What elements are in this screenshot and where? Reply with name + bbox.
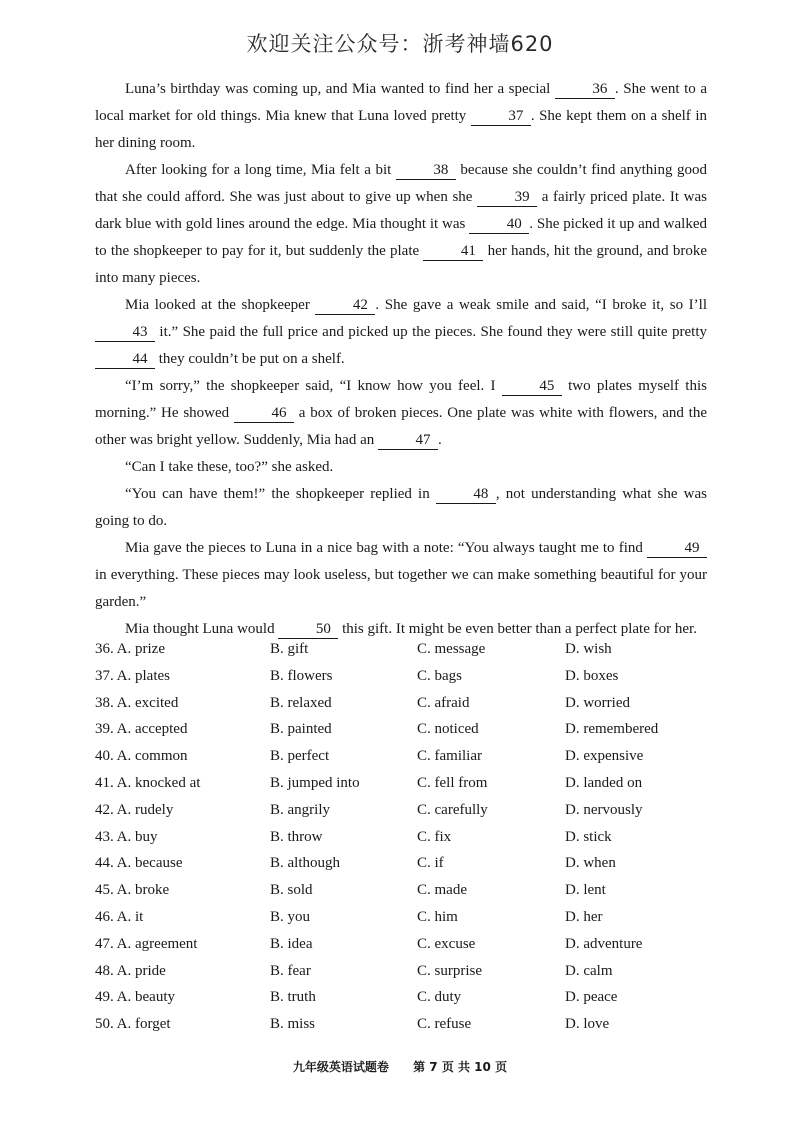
paragraph-1: Luna’s birthday was coming up, and Mia wanted to find her a special 36 . She went to a local market for old things. Mia knew that Luna loved pretty 37 . She kept them on a shelf in her dining room. [95, 81, 707, 151]
option-c: C. carefully [417, 801, 488, 818]
option-c: C. duty [417, 989, 462, 1006]
option-a: 47. A. agreement [95, 935, 198, 952]
option-c: C. bags [417, 667, 462, 684]
blank-39: 39 [477, 188, 537, 207]
option-b: B. painted [270, 721, 332, 738]
paragraph-4: “I’m sorry,” the shopkeeper said, “I know how you feel. I 45 two plates myself this morning.” He showed 46 a box of broken pieces. One plate was white with flowers, and the other was bright yellow. Suddenly, Mia had an 47 . [95, 378, 707, 448]
option-row [95, 989, 735, 1016]
option-d: D. adventure [565, 935, 643, 952]
option-c: C. excuse [417, 935, 476, 952]
blank-43: 43 [95, 323, 155, 342]
option-row [95, 1016, 735, 1043]
option-c: C. familiar [417, 748, 482, 765]
blank-48: 48 [436, 485, 496, 504]
option-row [95, 909, 735, 936]
option-row [95, 775, 735, 802]
blank-37: 37 [471, 107, 531, 126]
blank-47: 47 [378, 431, 438, 450]
option-b: B. although [270, 855, 340, 872]
option-c: C. noticed [417, 721, 479, 738]
option-b: B. idea [270, 935, 313, 952]
blank-45: 45 [502, 377, 562, 396]
option-d: D. stick [565, 828, 612, 845]
option-a: 38. A. excited [95, 694, 179, 711]
page-number: 第 7 页 共 10 页 [413, 1060, 508, 1074]
option-d: D. nervously [565, 801, 643, 818]
option-a: 45. A. broke [95, 882, 170, 899]
option-c: C. fell from [417, 774, 488, 791]
option-a: 48. A. pride [95, 962, 166, 979]
option-b: B. truth [270, 989, 316, 1006]
blank-41: 41 [423, 242, 483, 261]
option-d: D. love [565, 1016, 610, 1033]
blank-42: 42 [315, 296, 375, 315]
option-row [95, 963, 735, 990]
blank-44: 44 [95, 350, 155, 369]
option-d: D. wish [565, 641, 612, 657]
option-c: C. made [417, 882, 467, 899]
option-d: D. when [565, 855, 616, 872]
option-a: 36. A. prize [95, 641, 165, 657]
option-b: B. gift [270, 641, 309, 657]
option-row [95, 748, 735, 775]
option-d: D. landed on [565, 774, 643, 791]
option-d: D. lent [565, 882, 606, 899]
paragraph-3: Mia looked at the shopkeeper 42 . She gave a weak smile and said, “I broke it, so I’ll 43 it.” She paid the full price and picked up the pieces. She found they were still quite pretty 44 they couldn’t be put on a shelf. [95, 292, 707, 373]
option-c: C. message [417, 641, 486, 657]
option-b: B. fear [270, 962, 311, 979]
option-a: 44. A. because [95, 855, 183, 872]
option-d: D. expensive [565, 748, 644, 765]
option-d: D. remembered [565, 721, 659, 738]
option-a: 49. A. beauty [95, 989, 175, 1006]
option-row [95, 721, 735, 748]
option-c: C. if [417, 855, 444, 872]
paragraph-8: Mia thought Luna would 50 this gift. It might be even better than a perfect plate for her. [125, 621, 697, 637]
option-d: D. boxes [565, 667, 619, 684]
option-row [95, 641, 735, 668]
paragraph-5: “Can I take these, too?” she asked. [125, 459, 334, 475]
page-header: 欢迎关注公众号：浙考神墙620 [246, 32, 554, 56]
option-d: D. peace [565, 989, 618, 1006]
option-a: 46. A. it [95, 908, 144, 925]
option-b: B. flowers [270, 667, 333, 684]
option-row [95, 882, 735, 909]
blank-50: 50 [278, 620, 338, 639]
paragraph-6: “You can have them!” the shopkeeper replied in 48 , not understanding what she was going to do. [95, 486, 707, 529]
option-b: B. perfect [270, 748, 330, 765]
option-c: C. afraid [417, 694, 470, 711]
option-b: B. sold [270, 882, 313, 899]
option-b: B. you [270, 908, 311, 925]
option-b: B. jumped into [270, 774, 360, 791]
option-d: D. her [565, 908, 603, 925]
blank-38: 38 [396, 161, 456, 180]
option-row [95, 668, 735, 695]
option-a: 42. A. rudely [95, 801, 174, 818]
blank-36: 36 [555, 80, 615, 99]
option-b: B. miss [270, 1016, 316, 1033]
option-row [95, 855, 735, 882]
option-row [95, 936, 735, 963]
option-b: B. angrily [270, 801, 330, 818]
option-row [95, 802, 735, 829]
option-row [95, 695, 735, 722]
option-a: 40. A. common [95, 748, 188, 765]
option-a: 41. A. knocked at [95, 774, 201, 791]
answer-options [95, 641, 735, 1043]
option-d: D. worried [565, 694, 630, 711]
option-d: D. calm [565, 962, 613, 979]
blank-40: 40 [469, 215, 529, 234]
option-a: 43. A. buy [95, 828, 158, 845]
option-c: C. refuse [417, 1016, 472, 1033]
option-a: 50. A. forget [95, 1016, 171, 1033]
page-footer [0, 1058, 800, 1075]
blank-49: 49 [647, 539, 707, 558]
paragraph-7: Mia gave the pieces to Luna in a nice bag with a note: “You always taught me to find 49 in everything. These pieces may look useless, but together we can make something beautiful for your garden.” [95, 540, 707, 610]
option-c: C. surprise [417, 962, 482, 979]
option-b: B. relaxed [270, 694, 332, 711]
exam-title: 九年级英语试题卷 [292, 1060, 389, 1074]
option-b: B. throw [270, 828, 323, 845]
option-row [95, 829, 735, 856]
paragraph-2: After looking for a long time, Mia felt a bit 38 because she couldn’t find anything good that she could afford. She was just about to give up when she 39 a fairly priced plate. It was dark blue with gold lines around the edge. Mia thought it was 40 . She picked it up and walked to the shopkeeper to pay for it, but suddenly the plate 41 her hands, hit the ground, and broke into many pieces. [95, 162, 707, 286]
cloze-passage [95, 76, 707, 643]
blank-46: 46 [234, 404, 294, 423]
option-c: C. fix [417, 828, 452, 845]
option-c: C. him [417, 908, 458, 925]
option-a: 39. A. accepted [95, 721, 188, 738]
option-a: 37. A. plates [95, 667, 170, 684]
